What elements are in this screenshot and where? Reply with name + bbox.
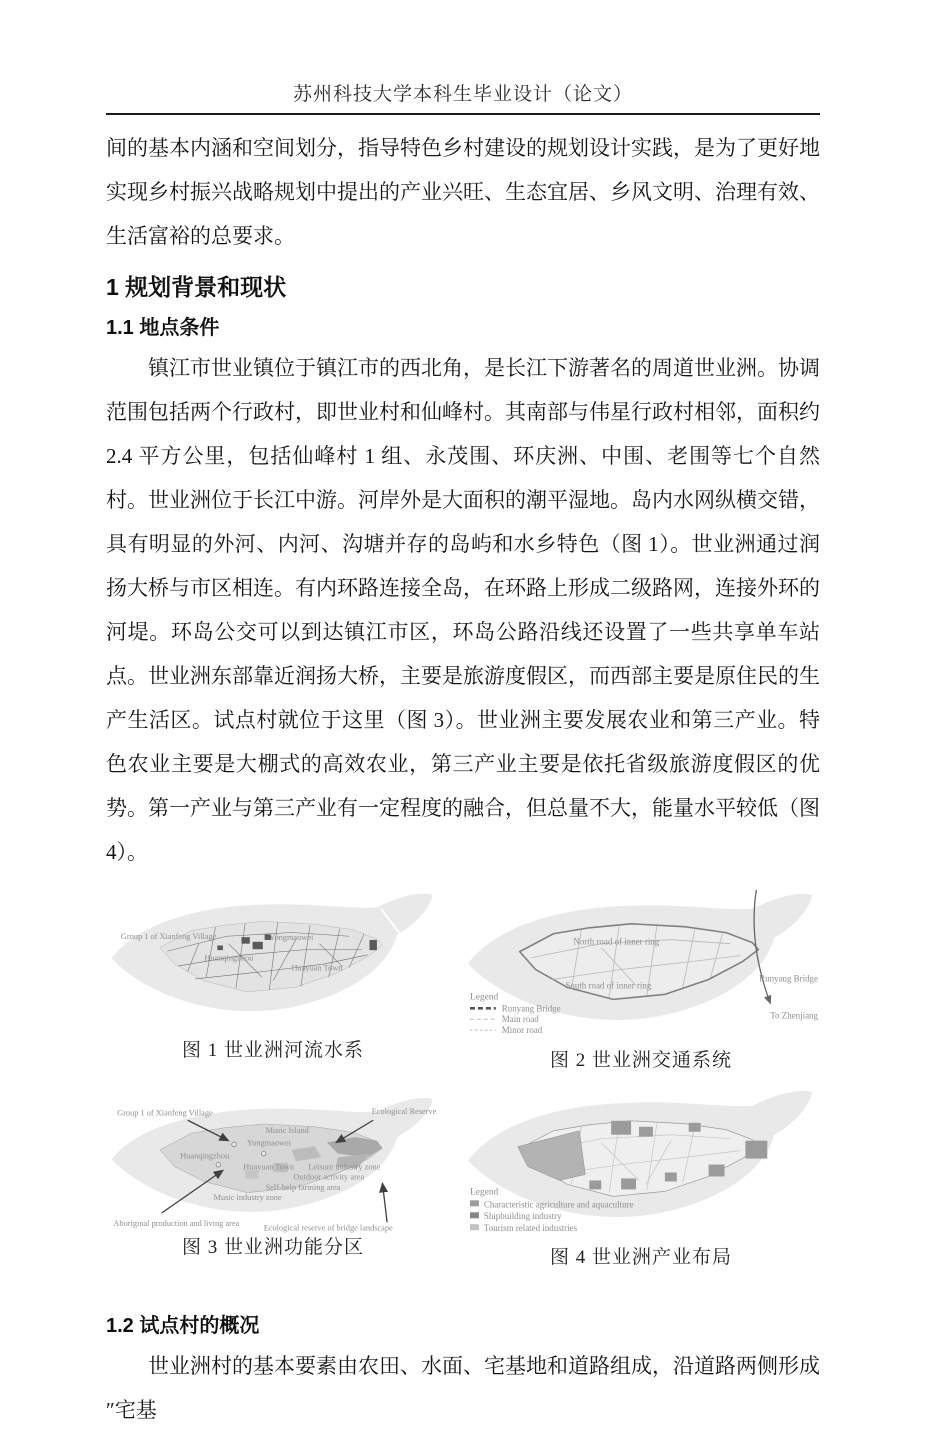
paragraph-village: 世业洲村的基本要素由农田、水面、宅基地和道路组成，沿道路两侧形成 ″宅基 [106,1354,820,1423]
map-label-yongmaowei: Yongmaowei [269,932,314,942]
figure-3-map [106,1085,440,1232]
legend-item-shipbuilding: Shipbuilding industry [483,1211,562,1222]
map-label-xianfeng: Group 1 of Xianfeng Village [117,1108,213,1118]
figure-grid [106,888,820,1282]
legend-title: Legend [469,1187,499,1198]
map-label-music-island: Music Island [265,1126,309,1136]
map-label-huanqingzhou: Huanqingzhou [180,1151,230,1161]
map-label-huayuan: Huayuan Town [243,1162,295,1172]
map-label-bridge-reserve: Ecological reserve of bridge landscape [263,1223,393,1233]
map-label-north-ring: North road of inner ring [573,936,660,947]
header-title: 苏州科技大学本科生毕业设计（论文） [292,84,633,105]
figure-1-caption: 图 1 世业洲河流水系 [181,1039,364,1061]
map-label-outdoor-area: Outdoor activity area [293,1172,365,1182]
figure-1-map [106,888,440,1035]
map-label-xianfeng: Group 1 of Xianfeng Village [120,932,217,942]
paragraph-intro: 间的基本内涵和空间划分，指导特色乡村建设的规划设计实践，是为了更好地实现乡村振兴战略规划中提出的产业兴旺、生态宜居、乡风文明、治理有效、生活富裕的总要求。 [106,136,820,248]
figure-3-caption: 图 3 世业洲功能分区 [181,1236,364,1258]
figure-2 [462,888,820,1073]
legend-swatch-shipbuilding [470,1212,479,1218]
legend-swatch-tourism [470,1224,479,1230]
page-header [106,0,820,115]
subsection-heading-1-1: 1.1 地点条件 [106,317,220,339]
figure-4 [462,1085,820,1270]
map-label-selfhelp-area: Self-help farming area [265,1182,341,1192]
map-label-ecological-reserve: Ecological Reserve [371,1106,437,1116]
paragraph-location: 镇江市世业镇位于镇江市的西北角，是长江下游著名的周道世业洲。协调范围包括两个行政村，即世业村和仙峰村。其南部与伟星行政村相邻，面积约 2.4 平方公里，包括仙峰村 1 组、永茂围、环庆洲、中围、老围等七个自然村。世业洲位于长江中游。河岸外是大面积的潮平湿地。岛内水网纵横交错，具有明显的外河、内河、沟塘并存的岛屿和水乡特色（图 1）。世业洲通过润扬大桥与市区相连。有内环路连接全岛，在环路上形成二级路网，连接外环的河堤。环岛公交可以到达镇江市区，环岛公路沿线还设置了一些共享单车站点。世业洲东部靠近润扬大桥，主要是旅游度假区，而西部主要是原住民的生产生活区。试点村就位于这里（图 3）。世业洲主要发展农业和第三产业。特色农业主要是大棚式的高效农业，第三产业主要是依托省级旅游度假区的优势。第一产业与第三产业有一定程度的融合，但总量不大，能量水平较低（图 4）。 [106,356,820,864]
figure-4-map [462,1085,820,1242]
map-label-aboriginal-area: Aboriginal production and living area [113,1219,240,1229]
legend-item-tourism: Tourism related industries [483,1223,578,1234]
map-label-runyang-bridge: Runyang Bridge [759,973,818,984]
section-heading-1: 1 规划背景和现状 [106,274,287,300]
figure-2-caption: 图 2 世业洲交通系统 [549,1050,732,1072]
map-label-huanqingzhou: Huanqingzhou [204,953,254,963]
figure-1 [106,888,440,1073]
figure-4-caption: 图 4 世业洲产业布局 [549,1247,732,1269]
figure-2-map [462,888,820,1045]
figure-3 [106,1085,440,1270]
legend-item-agriculture: Characteristic agriculture and aquaculture [483,1199,634,1210]
subsection-heading-1-2: 1.2 试点村的概况 [106,1315,260,1338]
map-label-to-zhenjiang: To Zhenjiang [770,1010,818,1021]
legend-item-bridge: Runyang Bridge [501,1003,561,1014]
map-label-leisure-zone: Leisure industry zone [308,1162,381,1172]
legend-item-main-road: Main road [501,1014,539,1025]
map-label-huayuan: Huayuan Town [291,963,343,973]
legend-item-minor-road: Minor road [501,1025,543,1036]
map-label-south-ring: South road of inner ring [565,980,652,991]
legend-swatch-agriculture [470,1200,479,1206]
header-divider [106,113,820,115]
map-label-yongmaowei: Yongmaowei [247,1138,292,1148]
legend-title: Legend [469,992,499,1003]
map-label-music-zone: Music industry zone [213,1193,282,1203]
